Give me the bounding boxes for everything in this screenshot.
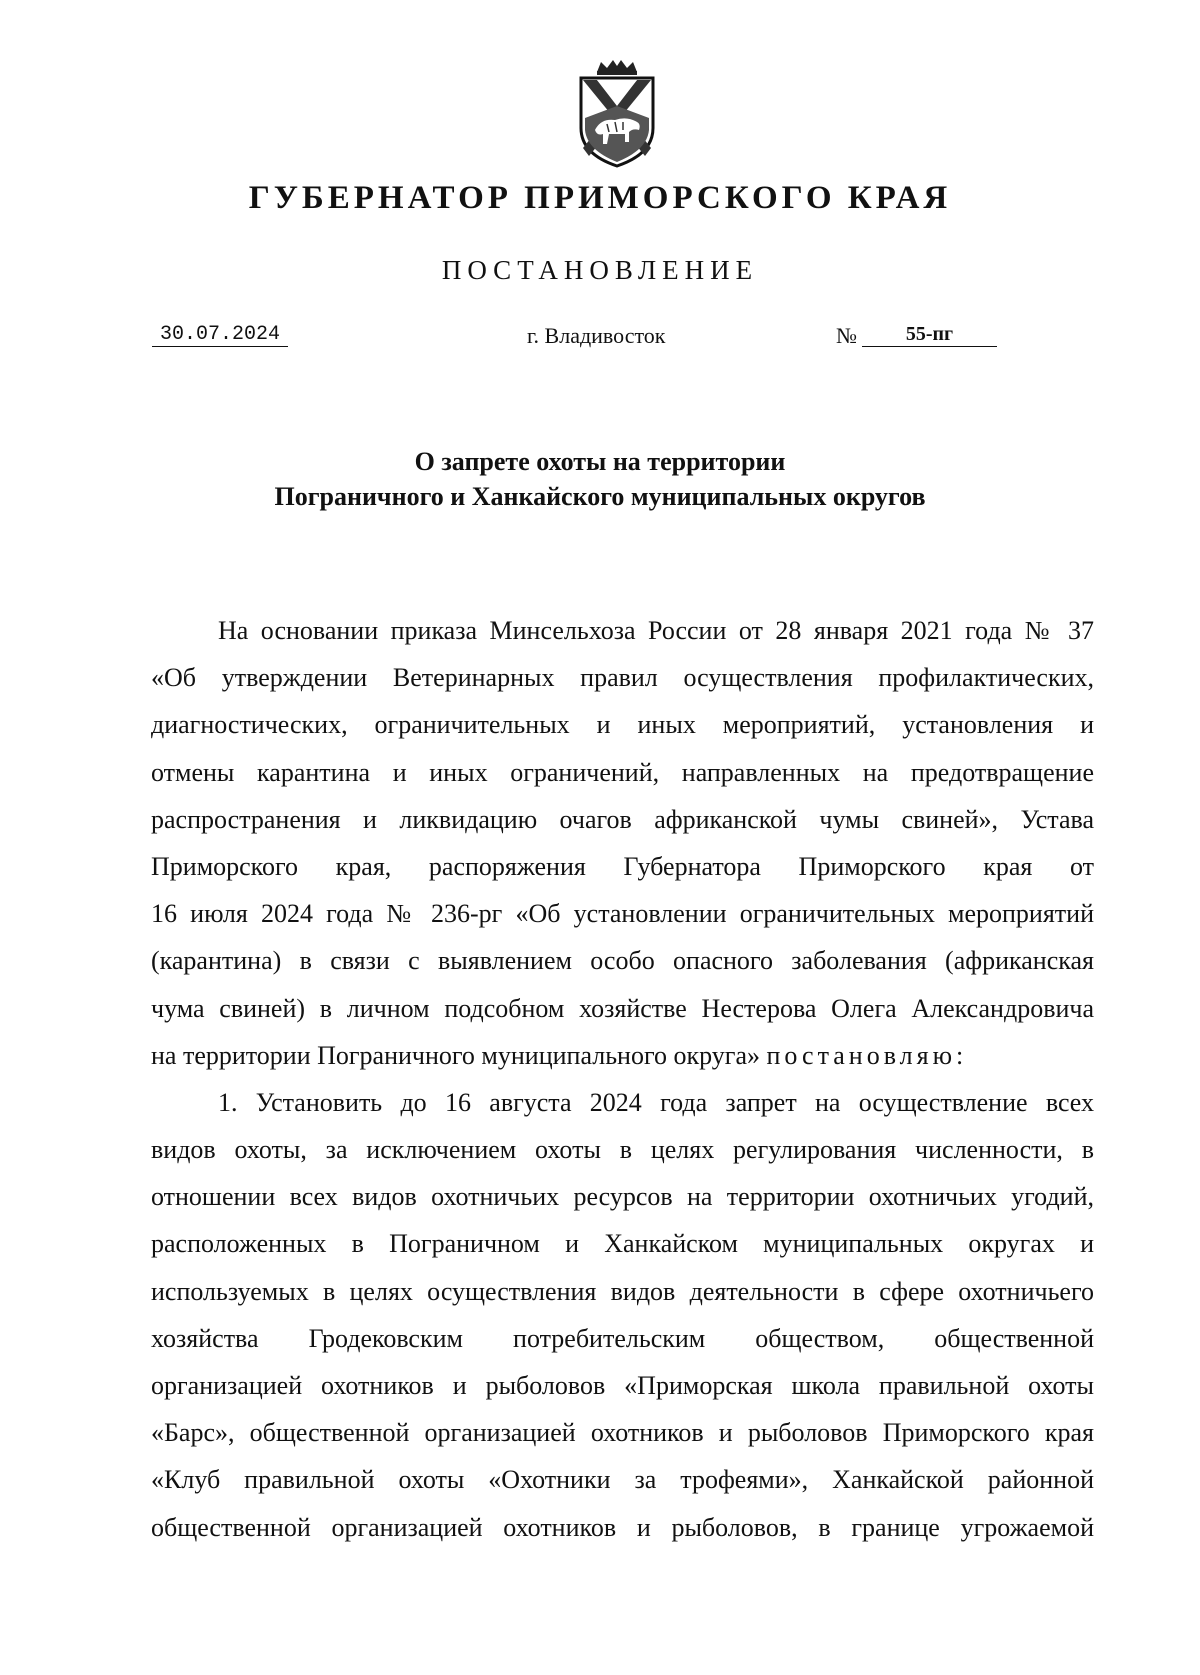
body-line: расположенных в Пограничном и Ханкайском муниципальных округах и	[151, 1229, 1094, 1259]
body-line: 16 июля 2024 года № 236-рг «Об установлении ограничительных мероприятий	[151, 899, 1094, 929]
body-line: На основании приказа Минсельхоза России от 28 января 2021 года № 37	[218, 616, 1094, 645]
document-body	[151, 607, 1094, 1551]
body-line: распространения и ликвидацию очагов африканской чумы свиней», Устава	[151, 804, 1094, 834]
title-line: Пограничного и Ханкайского муниципальных округов	[274, 482, 926, 511]
body-line: «Клуб правильной охоты «Охотники за трофеями», Ханкайской районной	[151, 1465, 1094, 1495]
coat-of-arms-icon	[567, 58, 667, 170]
body-line: «Барс», общественной организацией охотников и рыболовов Приморского края	[151, 1418, 1094, 1448]
body-line: чума свиней) в личном подсобном хозяйстве Нестерова Олега Александровича	[151, 993, 1094, 1023]
authority-heading: ГУБЕРНАТОР ПРИМОРСКОГО КРАЯ	[248, 180, 952, 216]
body-line-text: на территории Пограничного муниципального округа»	[151, 1040, 760, 1070]
body-line: хозяйства Гродековским потребительским обществом, общественной	[151, 1323, 1094, 1353]
document-title	[0, 444, 1200, 514]
body-line: 1. Установить до 16 августа 2024 года запрет на осуществление всех	[218, 1087, 1094, 1117]
title-line: О запрете охоты на территории	[414, 447, 786, 476]
body-line: (карантина) в связи с выявлением особо опасного заболевания (африканская	[151, 946, 1094, 976]
body-line: видов охоты, за исключением охоты в целях регулирования численности, в	[151, 1135, 1094, 1165]
document-city: г. Владивосток	[527, 323, 666, 348]
body-line: отмены карантина и иных ограничений, направленных на предотвращение	[151, 757, 1094, 787]
body-line: используемых в целях осуществления видов деятельности в сфере охотничьего	[151, 1276, 1094, 1306]
document-date: 30.07.2024	[152, 323, 288, 347]
body-line: организацией охотников и рыболовов «Приморская школа правильной охоты	[151, 1371, 1094, 1400]
body-line: общественной организацией охотников и рыболовов, в границе угрожаемой	[151, 1512, 1094, 1542]
body-line: «Об утверждении Ветеринарных правил осуществления профилактических,	[151, 663, 1094, 693]
document-number-label: №	[836, 323, 857, 348]
document-type-heading: ПОСТАНОВЛЕНИЕ	[441, 255, 759, 285]
document-number: 55-пг	[862, 323, 997, 347]
body-line: диагностических, ограничительных и иных мероприятий, установления и	[151, 710, 1094, 740]
body-line: Приморского края, распоряжения Губернатора Приморского края от	[151, 851, 1094, 881]
body-line-decree	[151, 1032, 1094, 1079]
decree-word: постановляю:	[766, 1040, 968, 1070]
body-line: отношении всех видов охотничьих ресурсов на территории охотничьих угодий,	[151, 1182, 1094, 1212]
